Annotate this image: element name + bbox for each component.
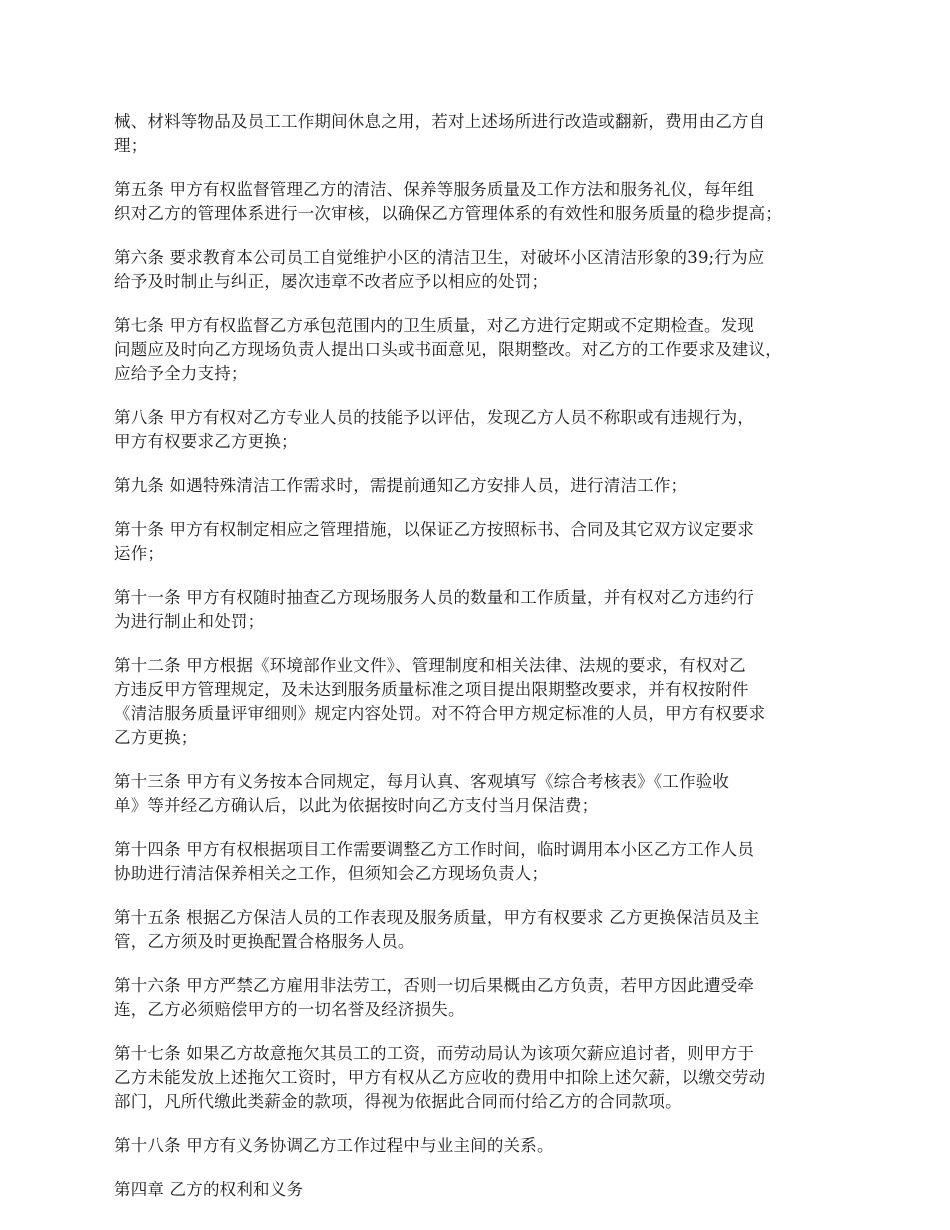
article-9: 第九条 如遇特殊清洁工作需求时，需提前通知乙方安排人员，进行清洁工作； <box>114 476 688 495</box>
article-7: 第七条 甲方有权监督乙方承包范围内的卫生质量，对乙方进行定期或不定期检查。发现 问题应及时向乙方现场负责人提出口头或书面意见，限期整改。对乙方的工作要求及建议， 应给予全力支持； <box>114 316 782 383</box>
document-page <box>114 110 854 1222</box>
article-11: 第十一条 甲方有权随时抽查乙方现场服务人员的数量和工作质量，并有权对乙方违约行 为进行制止和处罚； <box>114 588 755 631</box>
chapter-heading: 第四章 乙方的权利和义务 <box>114 1180 304 1199</box>
article-16: 第十六条 甲方严禁乙方雇用非法劳工，否则一切后果概由乙方负责，若甲方因此遭受牵 连，乙方必须赔偿甲方的一切名誉及经济损失。 <box>114 976 755 1019</box>
article-8: 第八条 甲方有权对乙方专业人员的技能予以评估，发现乙方人员不称职或有违规行为， 甲方有权要求乙方更换； <box>114 408 755 451</box>
article-17: 第十七条 如果乙方故意拖欠其员工的工资，而劳动局认为该项欠薪应追讨者，则甲方于 乙方未能发放上述拖欠工资时，甲方有权从乙方应收的费用中扣除上述欠薪，以缴交劳动 部门，凡所代缴此类薪金的款项，得视为依据此合同而付给乙方的合同款项。 <box>114 1044 766 1111</box>
article-6: 第六条 要求教育本公司员工自觉维护小区的清洁卫生，对破坏小区清洁形象的39;行为应 给予及时制止与纠正，屡次违章不改者应予以相应的处罚； <box>114 248 765 291</box>
article-12: 第十二条 甲方根据《环境部作业文件》、管理制度和相关法律、法规的要求，有权对乙 方违反甲方管理规定，及未达到服务质量标准之项目提出限期整改要求，并有权按附件 《清洁服务质量评审细则》规定内容处罚。对不符合甲方规定标准的人员，甲方有权要求 乙方更换； <box>114 656 766 747</box>
article-18: 第十八条 甲方有义务协调乙方工作过程中与业主间的关系。 <box>114 1136 554 1155</box>
article-15: 第十五条 根据乙方保洁人员的工作表现及服务质量，甲方有权要求 乙方更换保洁员及主 管，乙方须及时更换配置合格服务人员。 <box>114 908 760 951</box>
paragraph-continuation: 械、材料等物品及员工工作期间休息之用，若对上述场所进行改造或翻新，费用由乙方自 理； <box>114 112 766 155</box>
article-13: 第十三条 甲方有义务按本合同规定，每月认真、客观填写《综合考核表》《工作验收 单》等并经乙方确认后，以此为依据按时向乙方支付当月保洁费； <box>114 772 730 815</box>
article-14: 第十四条 甲方有权根据项目工作需要调整乙方工作时间，临时调用本小区乙方工作人员 协助进行清洁保养相关之工作，但须知会乙方现场负责人； <box>114 840 755 883</box>
article-5: 第五条 甲方有权监督管理乙方的清洁、保养等服务质量及工作方法和服务礼仪，每年组 织对乙方的管理体系进行一次审核，以确保乙方管理体系的有效性和服务质量的稳步提高； <box>114 180 782 223</box>
article-10: 第十条 甲方有权制定相应之管理措施，以保证乙方按照标书、合同及其它双方议定要求 运作； <box>114 520 755 563</box>
